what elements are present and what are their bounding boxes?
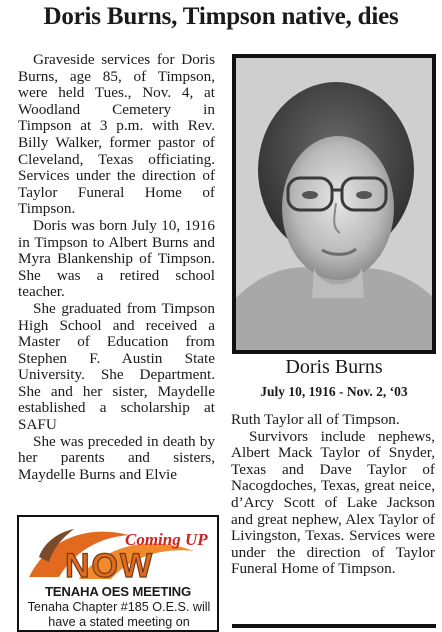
banner-coming-up: Coming UP <box>125 530 208 549</box>
column-divider <box>232 624 436 628</box>
banner-now: NOW <box>65 547 155 583</box>
promo-text: Tenaha Chapter #185 O.E.S. will have a stated meeting on <box>27 600 211 629</box>
obituary-column-right <box>231 412 435 578</box>
paragraph: Survivors include nephews, Albert Mack Taylor of Snyder, Texas and Dave Taylor of Nacogdoches, Texas, great neice, d’Arcy Scott of Lake Jackson and great nephew, Alex Taylor of Livingston, Texas. Services were under the direction of Taylor Funeral Home of Timpson. <box>231 427 435 578</box>
photo-caption-name: Doris Burns <box>285 356 383 378</box>
portrait-photo-frame <box>232 54 436 354</box>
promo-box <box>17 515 219 632</box>
coming-up-now-banner <box>19 517 217 583</box>
obituary-column-left <box>18 52 215 483</box>
portrait-illustration <box>236 58 432 350</box>
paragraph: Graveside services for Doris Burns, age 85, of Timpson, were held Tues., Nov. 4, at Woodland Cemetery in Timpson at 3 p.m. with Rev. Billy Walker, former pastor of Cleveland, Texas officiating. Services under the direction of Taylor Funeral Home of Timpson. <box>18 51 215 218</box>
promo-title: TENAHA OES MEETING <box>44 584 192 599</box>
photo-caption-dates: July 10, 1916 - Nov. 2, ‘03 <box>260 384 408 399</box>
paragraph: She was preceded in death by her parents and sisters, Maydelle Burns and Elvie <box>18 432 215 483</box>
paragraph: Ruth Taylor all of Timpson. <box>231 411 400 428</box>
paragraph: Doris was born July 10, 1916 in Timpson to Albert Burns and Myra Blankenship of Timpson. She was a retired school teacher. <box>18 216 215 301</box>
paragraph: She graduated from Timpson High School and received a Master of Education from Stephen F. Austin State University. She Department. She and her sister, Maydelle established a scholarship at SAFU <box>18 299 215 434</box>
headline: Doris Burns, Timpson native, dies <box>43 3 399 30</box>
portrait-photo <box>236 58 432 350</box>
